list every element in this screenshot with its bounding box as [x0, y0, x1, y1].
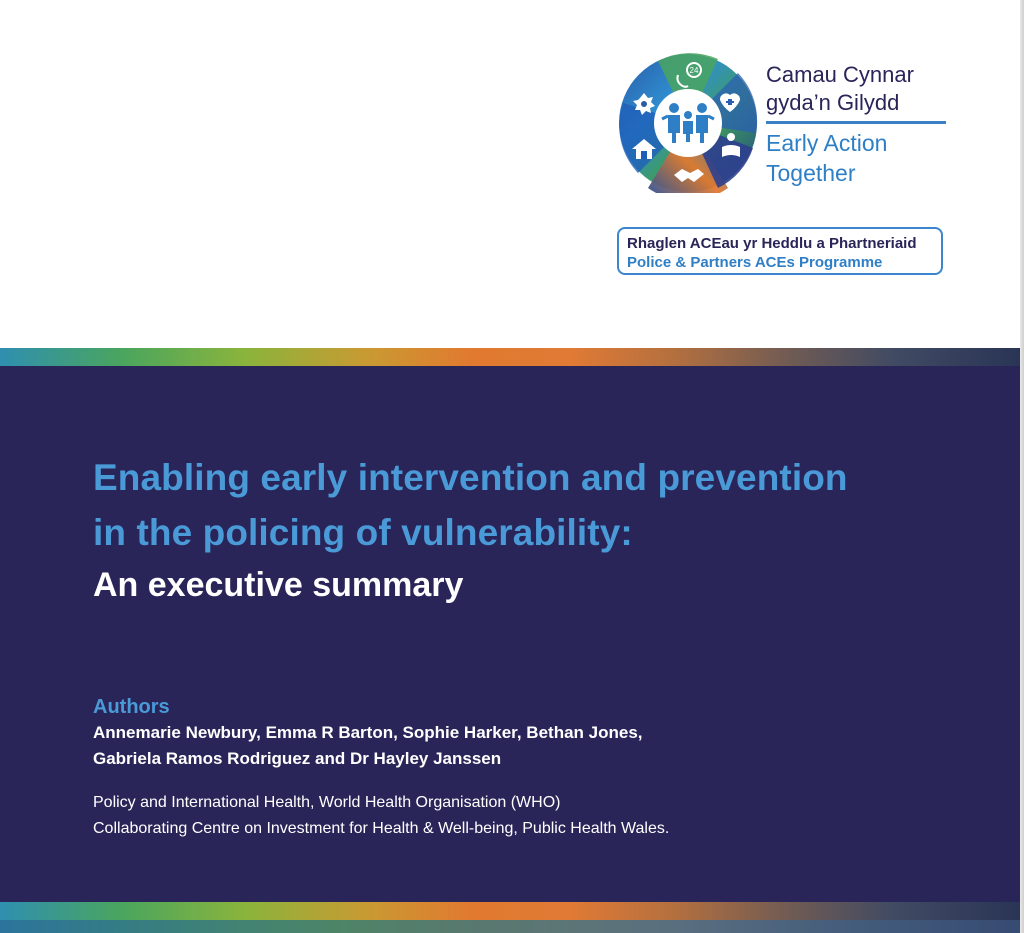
logo-welsh-line-2: gyda’n Gilydd [766, 90, 900, 115]
logo-english-line-2: Together [766, 160, 856, 186]
badge-24: 24 [689, 66, 699, 75]
authors-block [93, 694, 973, 842]
gradient-band-bottom-shade [0, 920, 1020, 933]
title-block [93, 450, 993, 610]
affiliation-line-2: Collaborating Centre on Investment for Health & Well-being, Public Health Wales. [93, 820, 670, 837]
affiliation [93, 790, 973, 842]
programme-welsh: Rhaglen ACEau yr Heddlu a Phartneriaid [627, 235, 917, 252]
gradient-band-top [0, 348, 1020, 366]
affiliation-line-1: Policy and International Health, World Health Organisation (WHO) [93, 794, 561, 811]
programme-label-box [617, 227, 943, 275]
title-line-1: Enabling early intervention and prevention [93, 457, 848, 498]
logo-divider [766, 121, 946, 124]
page-edge [1020, 0, 1024, 933]
title-line-2: in the policing of vulnerability: [93, 512, 633, 553]
programme-english: Police & Partners ACEs Programme [627, 254, 883, 271]
logo-wordmark [766, 61, 956, 188]
authors-line-1: Annemarie Newbury, Emma R Barton, Sophie Harker, Bethan Jones, [93, 723, 643, 742]
cover-header [0, 0, 1020, 348]
logo-english-line-1: Early Action [766, 130, 888, 156]
authors-heading: Authors [93, 696, 170, 718]
logo-welsh-line-1: Camau Cynnar [766, 62, 914, 87]
logo-emblem [618, 53, 758, 193]
subtitle: An executive summary [93, 566, 464, 604]
authors-line-2: Gabriela Ramos Rodriguez and Dr Hayley Janssen [93, 749, 502, 768]
